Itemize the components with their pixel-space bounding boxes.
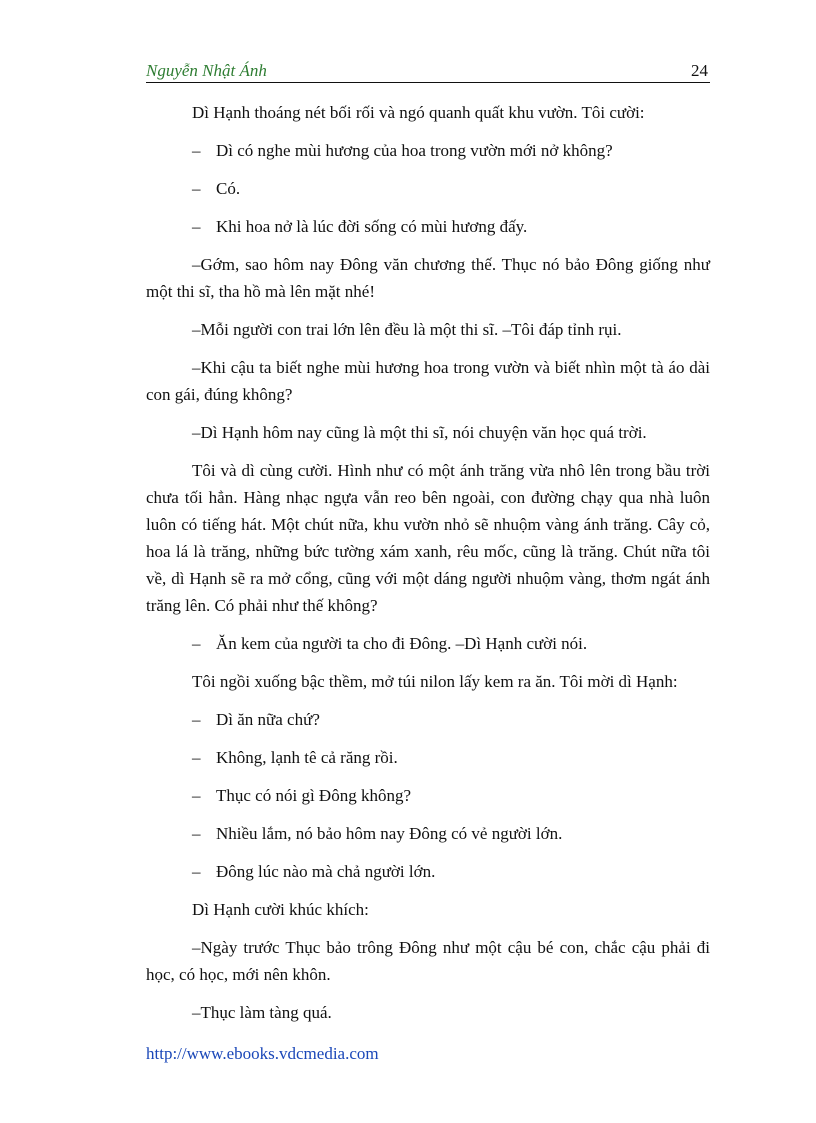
- paragraph: –Gớm, sao hôm nay Đông văn chương thế. Thục nó bảo Đông giống như một thi sĩ, tha hồ mà lên mặt nhé!: [146, 255, 710, 301]
- dialogue-dash: –: [192, 862, 201, 881]
- paragraph: –Dì Hạnh hôm nay cũng là một thi sĩ, nói chuyện văn học quá trời.: [192, 423, 647, 442]
- dialogue-text: Khi hoa nở là lúc đời sống có mùi hương đấy.: [216, 217, 528, 236]
- paragraph: Dì Hạnh cười khúc khích:: [192, 900, 369, 919]
- dialogue-text: Dì ăn nữa chứ?: [216, 710, 320, 729]
- dialogue-dash: –: [192, 710, 201, 729]
- dialogue-line: [146, 782, 710, 809]
- dialogue-line: [146, 706, 710, 733]
- dialogue-line: [146, 630, 710, 657]
- page-body: [146, 99, 710, 1037]
- dialogue-text: Dì có nghe mùi hương của hoa trong vườn mới nở không?: [216, 141, 613, 160]
- dialogue-dash: –: [192, 786, 201, 805]
- header-divider: [146, 82, 710, 83]
- paragraph: Tôi và dì cùng cười. Hình như có một ánh trăng vừa nhô lên trong bầu trời chưa tối hẳn. Hàng nhạc ngựa vẫn reo bên ngoài, con đường chạy qua nhà luôn luôn có tiếng hát. Một chút nữa, khu vườn nhỏ sẽ nhuộm vàng ánh trăng. Cây cỏ, hoa lá là trăng, những bức tường xám xanh, rêu mốc, cũng là trăng. Chút nữa tôi về, dì Hạnh sẽ ra mở cổng, cũng với một dáng người nhuộm vàng, thơm ngát ánh trăng lên. Có phải như thế không?: [146, 461, 710, 615]
- dialogue-dash: –: [192, 179, 201, 198]
- paragraph: Dì Hạnh thoáng nét bối rối và ngó quanh quất khu vườn. Tôi cười:: [192, 103, 645, 122]
- dialogue-line: [146, 820, 710, 847]
- dialogue-dash: –: [192, 824, 201, 843]
- dialogue-line: [146, 175, 710, 202]
- dialogue-text: Không, lạnh tê cả răng rồi.: [216, 748, 398, 767]
- dialogue-text: Có.: [216, 179, 241, 198]
- dialogue-dash: –: [192, 634, 201, 653]
- dialogue-dash: –: [192, 217, 201, 236]
- paragraph: –Ngày trước Thục bảo trông Đông như một cậu bé con, chắc cậu phải đi học, có học, mới nên khôn.: [146, 938, 710, 984]
- author-name: Nguyễn Nhật Ánh: [146, 61, 267, 80]
- paragraph: –Khi cậu ta biết nghe mùi hương hoa trong vườn và biết nhìn một tà áo dài con gái, đúng không?: [146, 358, 710, 404]
- dialogue-dash: –: [192, 141, 201, 160]
- paragraph: –Thục làm tàng quá.: [192, 1003, 332, 1022]
- paragraph: –Mỗi người con trai lớn lên đều là một thi sĩ. –Tôi đáp tỉnh rụi.: [192, 320, 622, 339]
- dialogue-line: [146, 213, 710, 240]
- dialogue-text: Ăn kem của người ta cho đi Đông. –Dì Hạnh cười nói.: [216, 634, 588, 653]
- paragraph: Tôi ngồi xuống bậc thềm, mở túi nilon lấy kem ra ăn. Tôi mời dì Hạnh:: [192, 672, 678, 691]
- dialogue-line: [146, 858, 710, 885]
- dialogue-line: [146, 137, 710, 164]
- page-number: 24: [691, 61, 708, 80]
- dialogue-text: Đông lúc nào mà chả người lớn.: [216, 862, 436, 881]
- dialogue-text: Thục có nói gì Đông không?: [216, 786, 411, 805]
- dialogue-text: Nhiều lắm, nó bảo hôm nay Đông có vẻ người lớn.: [216, 824, 563, 843]
- dialogue-line: [146, 744, 710, 771]
- page-header: [146, 61, 710, 83]
- footer-link[interactable]: http://www.ebooks.vdcmedia.com: [146, 1044, 379, 1063]
- dialogue-dash: –: [192, 748, 201, 767]
